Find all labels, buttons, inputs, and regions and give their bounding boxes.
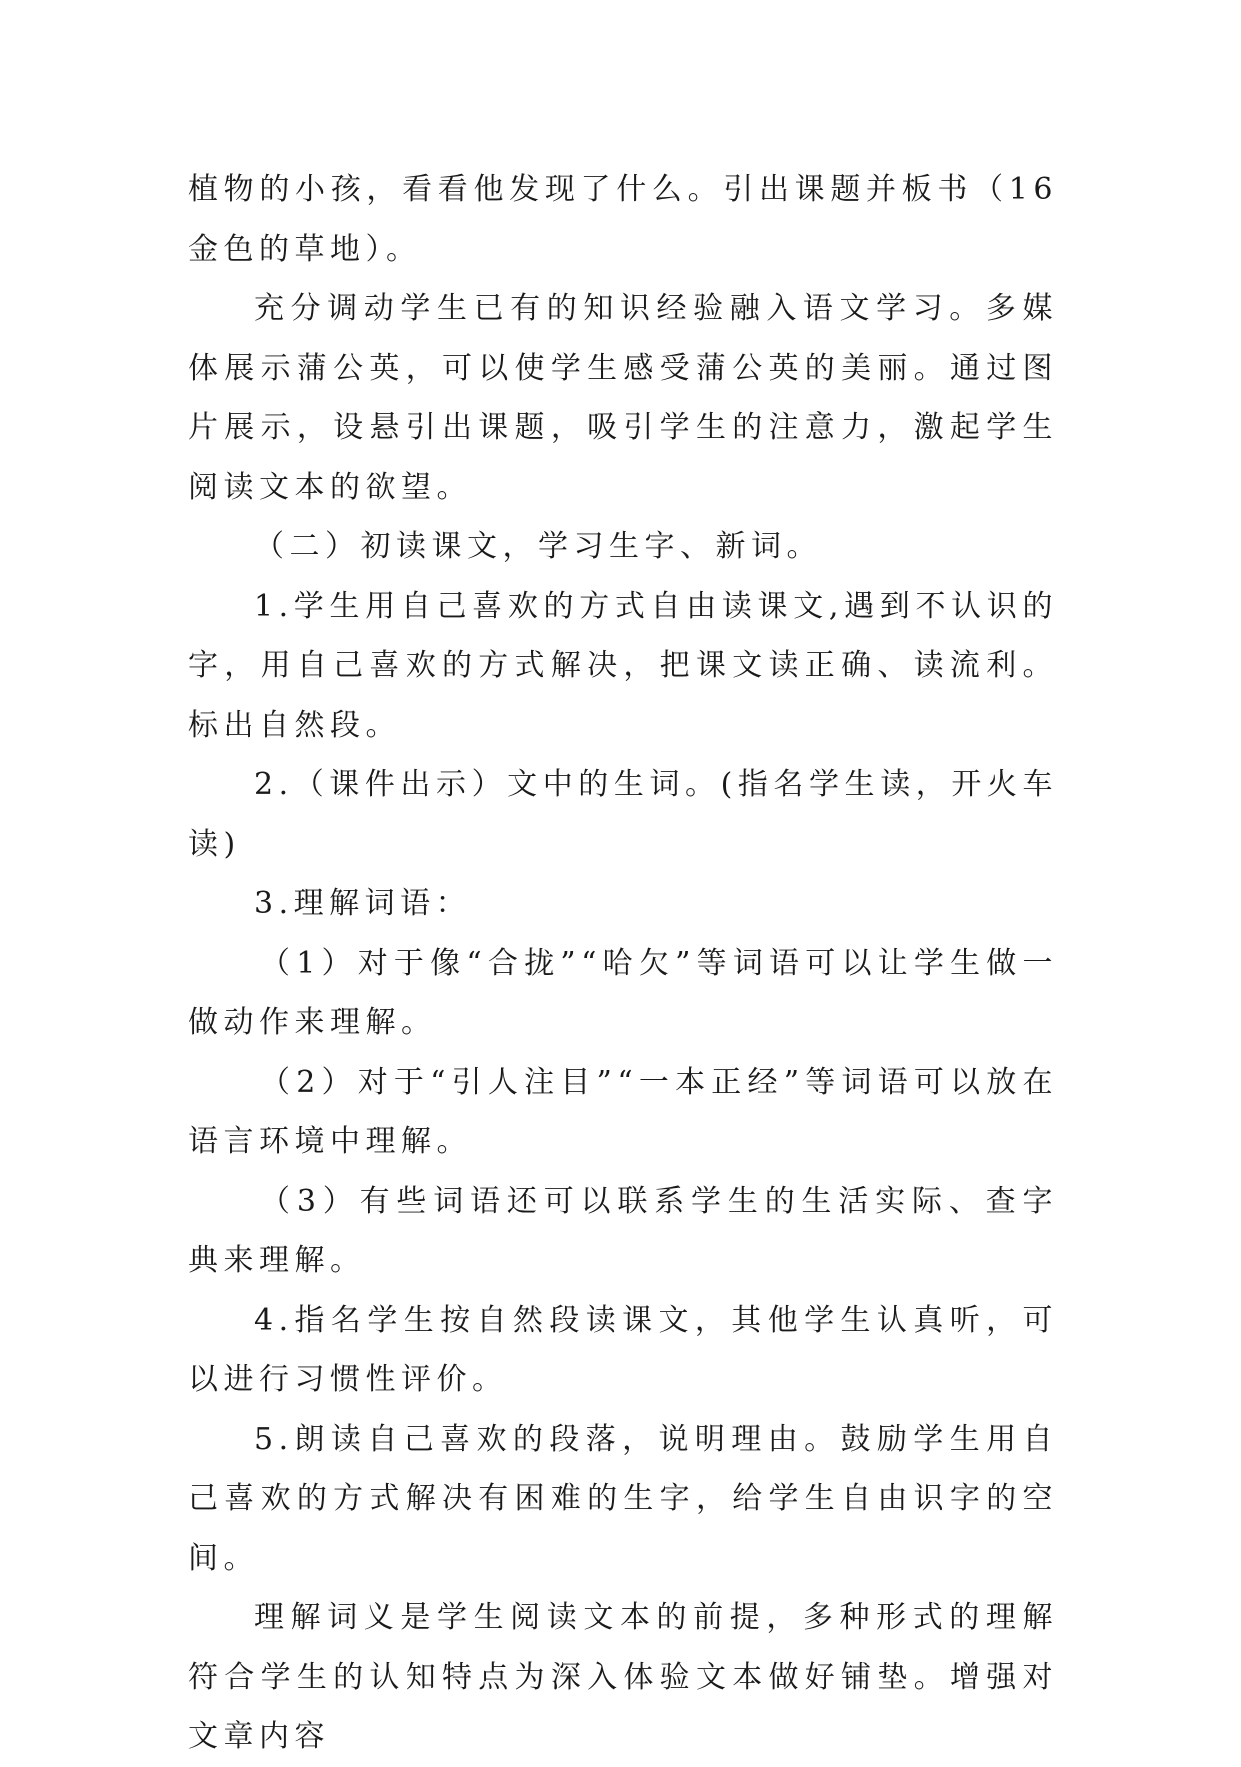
- paragraph-design-rationale-intro: 充分调动学生已有的知识经验融入语文学习。多媒体展示蒲公英，可以使学生感受蒲公英的美丽。通过图片展示，设悬引出课题，吸引学生的注意力，激起学生阅读文本的欲望。: [188, 291, 1058, 505]
- sub-item-2: （2）对于“引人注目”“一本正经”等词语可以放在语言环境中理解。: [188, 1064, 1058, 1159]
- list-item-step-5: 5.朗读自己喜欢的段落，说明理由。鼓励学生用自己喜欢的方式解决有困难的生字，给学生自由识字的空间。: [188, 1421, 1058, 1576]
- section-heading-first-reading: （二）初读课文，学习生字、新词。: [254, 529, 822, 564]
- paragraph-continuation: 植物的小孩，看看他发现了什么。引出课题并板书（16 金色的草地）。: [188, 172, 1058, 267]
- paragraph-design-rationale-vocab: 理解词义是学生阅读文本的前提，多种形式的理解符合学生的认知特点为深入体验文本做好铺垫。增强对文章内容: [188, 1600, 1058, 1754]
- sub-item-1: （1）对于像“合拢”“哈欠”等词语可以让学生做一做动作来理解。: [188, 945, 1058, 1040]
- sub-item-3: （3）有些词语还可以联系学生的生活实际、查字典来理解。: [188, 1183, 1058, 1278]
- document-body: [188, 160, 1058, 1767]
- list-item-step-2: 2.（课件出示）文中的生词。(指名学生读，开火车读): [188, 767, 1058, 862]
- list-item-step-4: 4.指名学生按自然段读课文，其他学生认真听，可以进行习惯性评价。: [188, 1302, 1058, 1397]
- list-item-step-1: 1.学生用自己喜欢的方式自由读课文,遇到不认识的字，用自己喜欢的方式解决，把课文读正确、读流利。标出自然段。: [188, 588, 1058, 743]
- list-item-step-3: 3.理解词语：: [254, 886, 472, 921]
